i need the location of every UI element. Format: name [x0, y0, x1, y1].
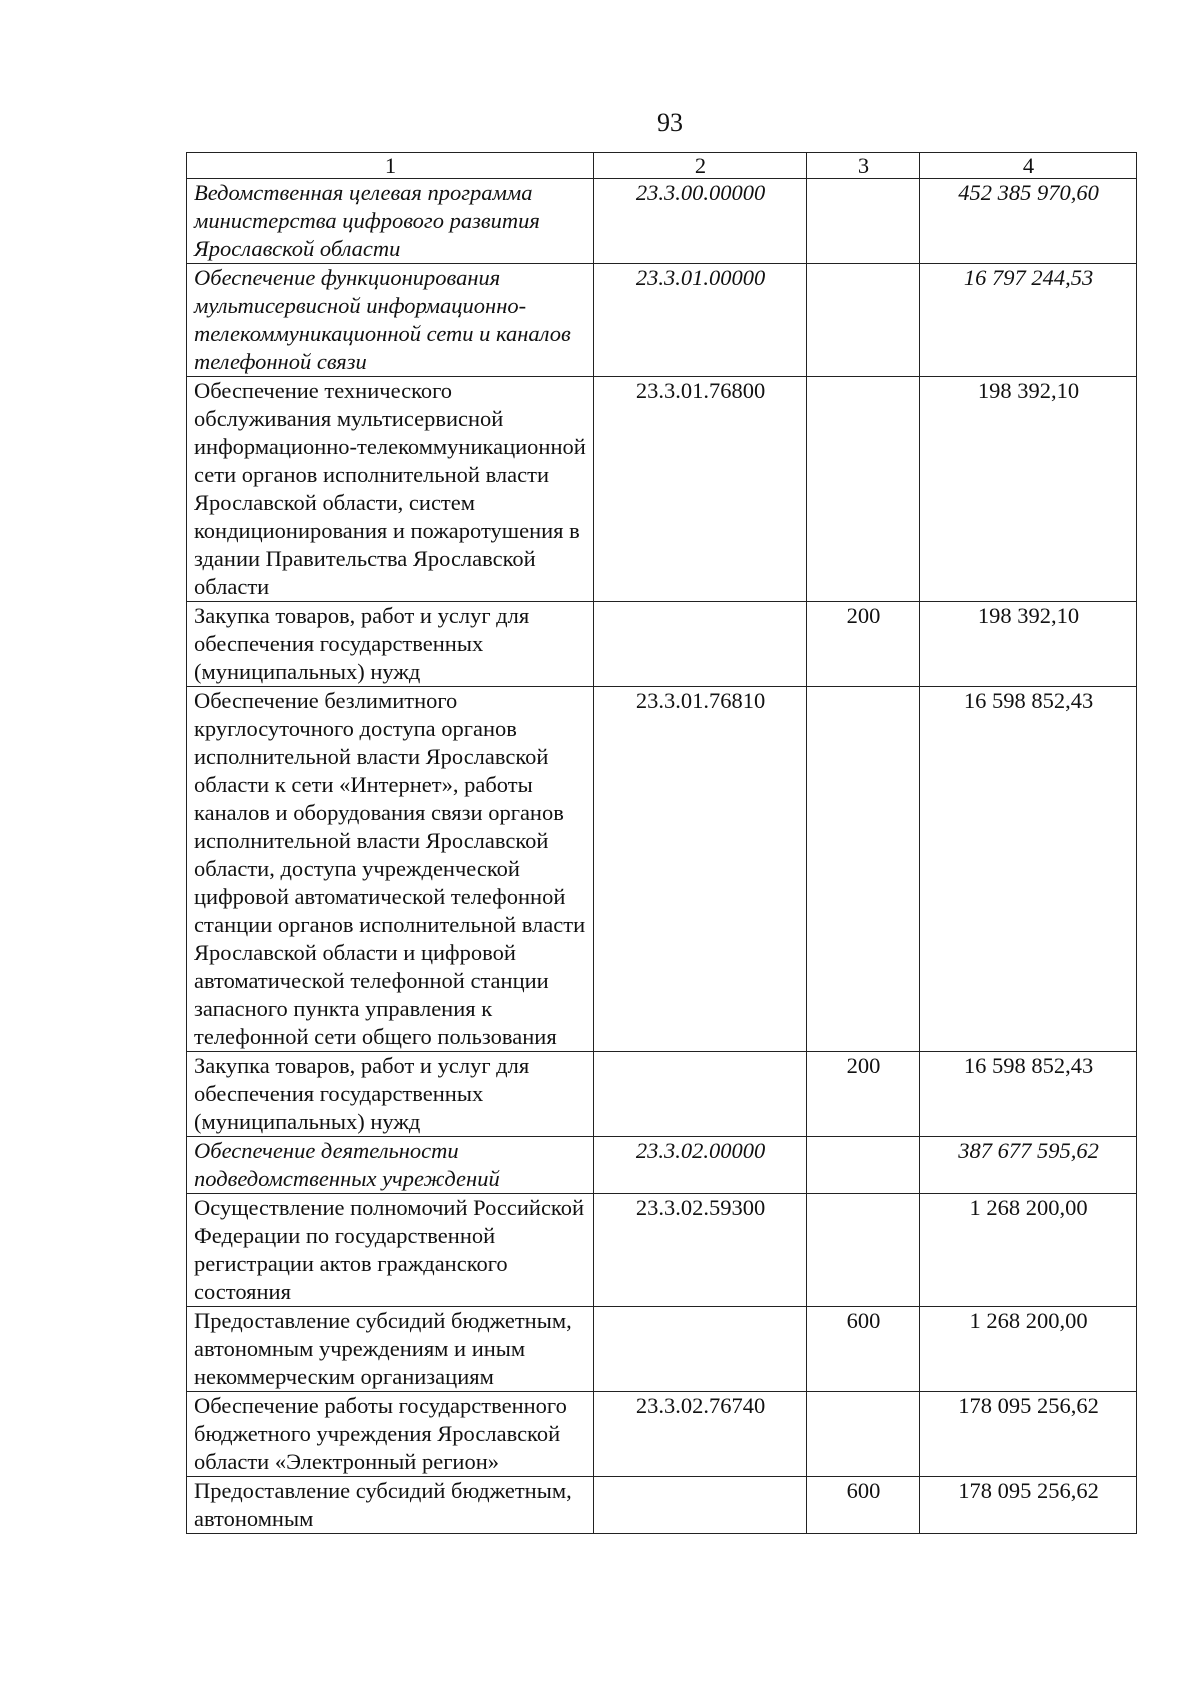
row-type-cell: 600	[807, 1307, 920, 1392]
row-type-cell	[807, 1392, 920, 1477]
row-name-cell: Обеспечение деятельности подведомственных учреждений	[187, 1137, 594, 1194]
row-code-cell	[594, 1052, 807, 1137]
table-row	[187, 264, 1137, 377]
table-row	[187, 1477, 1137, 1534]
row-code-cell: 23.3.00.00000	[594, 179, 807, 264]
row-name-cell: Закупка товаров, работ и услуг для обеспечения государственных (муниципальных) нужд	[187, 1052, 594, 1137]
row-name-cell: Предоставление субсидий бюджетным, автономным учреждениям и иным некоммерческим организациям	[187, 1307, 594, 1392]
row-name-cell: Обеспечение работы государственного бюджетного учреждения Ярославской области «Электронный регион»	[187, 1392, 594, 1477]
table-row	[187, 1052, 1137, 1137]
row-amount-cell: 198 392,10	[920, 377, 1137, 602]
table-row	[187, 1392, 1137, 1477]
row-type-cell: 200	[807, 602, 920, 687]
table-row	[187, 1307, 1137, 1392]
row-type-cell: 600	[807, 1477, 920, 1534]
row-name-cell: Обеспечение функционирования мультисервисной информационно-телекоммуникационной сети и каналов телефонной связи	[187, 264, 594, 377]
header-cell: 1	[187, 153, 594, 179]
row-code-cell: 23.3.01.00000	[594, 264, 807, 377]
table-row	[187, 602, 1137, 687]
row-name-cell: Закупка товаров, работ и услуг для обеспечения государственных (муниципальных) нужд	[187, 602, 594, 687]
row-code-cell: 23.3.02.00000	[594, 1137, 807, 1194]
row-code-cell	[594, 1307, 807, 1392]
row-code-cell: 23.3.02.76740	[594, 1392, 807, 1477]
row-amount-cell: 178 095 256,62	[920, 1392, 1137, 1477]
row-name-cell: Осуществление полномочий Российской Федерации по государственной регистрации актов гражданского состояния	[187, 1194, 594, 1307]
row-amount-cell: 1 268 200,00	[920, 1194, 1137, 1307]
table-body	[187, 153, 1137, 1534]
table-row	[187, 687, 1137, 1052]
row-name-cell: Предоставление субсидий бюджетным, автономным	[187, 1477, 594, 1534]
row-type-cell	[807, 687, 920, 1052]
header-cell: 2	[594, 153, 807, 179]
page-number: 93	[657, 108, 683, 137]
row-amount-cell: 16 797 244,53	[920, 264, 1137, 377]
header-cell: 4	[920, 153, 1137, 179]
row-name-cell: Обеспечение технического обслуживания мультисервисной информационно-телекоммуникационной сети органов исполнительной власти Ярославской области, систем кондиционирования и пожаротушения в здании Правительства Ярославской области	[187, 377, 594, 602]
row-code-cell: 23.3.01.76800	[594, 377, 807, 602]
table-row	[187, 377, 1137, 602]
row-amount-cell: 387 677 595,62	[920, 1137, 1137, 1194]
row-type-cell	[807, 264, 920, 377]
row-type-cell	[807, 1137, 920, 1194]
row-amount-cell: 178 095 256,62	[920, 1477, 1137, 1534]
row-amount-cell: 198 392,10	[920, 602, 1137, 687]
row-code-cell: 23.3.01.76810	[594, 687, 807, 1052]
table-header-row	[187, 153, 1137, 179]
row-amount-cell: 1 268 200,00	[920, 1307, 1137, 1392]
row-type-cell	[807, 179, 920, 264]
row-name-cell: Ведомственная целевая программа министерства цифрового развития Ярославской области	[187, 179, 594, 264]
row-code-cell	[594, 602, 807, 687]
table-row	[187, 179, 1137, 264]
row-code-cell: 23.3.02.59300	[594, 1194, 807, 1307]
table-row	[187, 1194, 1137, 1307]
budget-table	[186, 152, 1137, 1534]
row-type-cell: 200	[807, 1052, 920, 1137]
row-amount-cell: 16 598 852,43	[920, 687, 1137, 1052]
table-row	[187, 1137, 1137, 1194]
row-amount-cell: 452 385 970,60	[920, 179, 1137, 264]
row-code-cell	[594, 1477, 807, 1534]
row-type-cell	[807, 377, 920, 602]
row-amount-cell: 16 598 852,43	[920, 1052, 1137, 1137]
row-type-cell	[807, 1194, 920, 1307]
header-cell: 3	[807, 153, 920, 179]
row-name-cell: Обеспечение безлимитного круглосуточного доступа органов исполнительной власти Ярославской области к сети «Интернет», работы каналов и оборудования связи органов исполнительной власти Ярославской области, доступа учрежденческой цифровой автоматической телефонной станции органов исполнительной власти Ярославской области и цифровой автоматической телефонной станции запасного пункта управления к телефонной сети общего пользования	[187, 687, 594, 1052]
